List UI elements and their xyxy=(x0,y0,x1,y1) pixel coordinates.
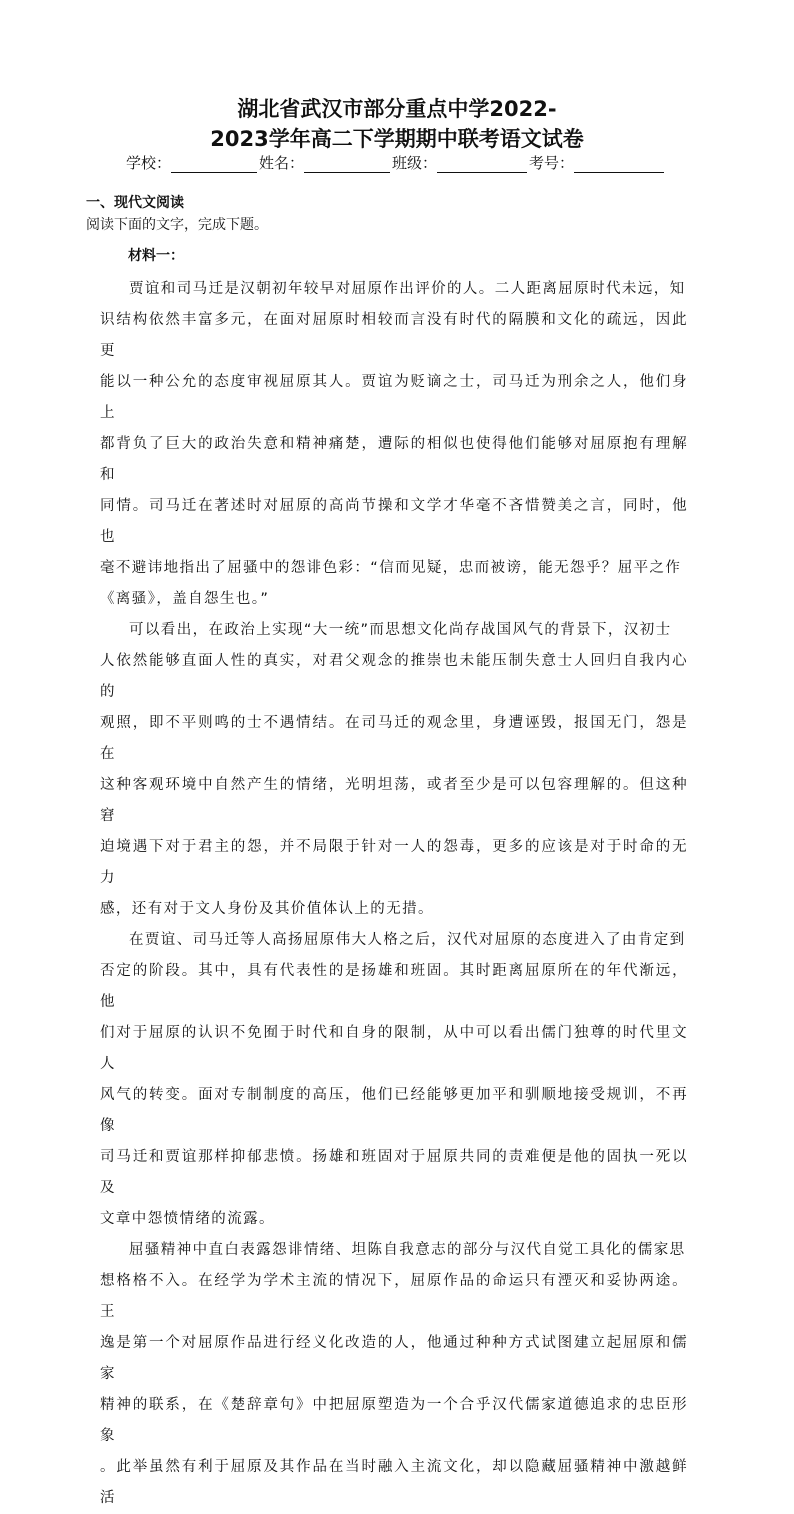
paragraph-line: 们对于屈原的认识不免囿于时代和自身的限制，从中可以看出儒门独尊的时代里文人 xyxy=(100,1025,688,1072)
name-blank xyxy=(304,155,390,173)
paragraph-line: 屈骚精神中直白表露怨诽情绪、坦陈自我意志的部分与汉代自觉工具化的儒家思 xyxy=(129,1242,686,1258)
school-field xyxy=(126,153,259,173)
paragraph-line: 精神的联系，在《楚辞章句》中把屈原塑造为一个合乎汉代儒家道德追求的忠臣形象 xyxy=(100,1397,688,1444)
article-paragraph xyxy=(100,925,688,1235)
paragraph-line: 可以看出，在政治上实现“大一统”而思想文化尚存战国风气的背景下，汉初士 xyxy=(129,622,672,638)
exam-number-blank xyxy=(574,155,664,173)
paragraph-line: 毫不避讳地指出了屈骚中的怨诽色彩：“信而见疑，忠而被谤，能无怨乎？屈平之作 xyxy=(100,560,682,576)
article-paragraph xyxy=(100,1235,688,1514)
article-body xyxy=(100,274,688,1514)
paragraph-line: 逸是第一个对屈原作品进行经义化改造的人，他通过种种方式试图建立起屈原和儒家 xyxy=(100,1335,688,1382)
student-info-line xyxy=(126,153,686,173)
name-field xyxy=(259,153,392,173)
article-paragraph xyxy=(100,615,688,925)
class-field xyxy=(392,153,529,173)
paragraph-line: 想格格不入。在经学为学术主流的情况下，屈原作品的命运只有湮灭和妥协两途。王 xyxy=(100,1273,688,1320)
paragraph-line: 风气的转变。面对专制制度的高压，他们已经能够更加平和驯顺地接受规训，不再像 xyxy=(100,1087,688,1134)
paragraph-line: 。此举虽然有利于屈原及其作品在当时融入主流文化，却以隐藏屈骚精神中激越鲜活 xyxy=(100,1459,688,1506)
paragraph-line: 观照，即不平则鸣的士不遇情结。在司马迁的观念里，身遭诬毁，报国无门，怨是在 xyxy=(100,715,688,762)
paragraph-line: 识结构依然丰富多元，在面对屈原时相较而言没有时代的隔膜和文化的疏远，因此更 xyxy=(100,312,688,359)
material-label: 材料一： xyxy=(128,248,184,264)
article-paragraph xyxy=(100,274,688,615)
exam-title-line-1: 湖北省武汉市部分重点中学2022- xyxy=(237,97,557,121)
school-label: 学校： xyxy=(126,154,172,172)
paragraph-line: 贾谊和司马迁是汉朝初年较早对屈原作出评价的人。二人距离屈原时代未远，知 xyxy=(129,281,686,297)
paragraph-line: 同情。司马迁在著述时对屈原的高尚节操和文学才华毫不吝惜赞美之言，同时，他也 xyxy=(100,498,688,545)
name-label: 姓名： xyxy=(259,154,305,172)
class-blank xyxy=(437,155,527,173)
paragraph-line: 这种客观环境中自然产生的情绪，光明坦荡，或者至少是可以包容理解的。但这种窘 xyxy=(100,777,688,824)
paragraph-line: 文章中怨愤情绪的流露。 xyxy=(100,1211,275,1227)
paragraph-line: 《离骚》，盖自怨生也。” xyxy=(100,591,270,607)
paragraph-line: 否定的阶段。其中，具有代表性的是扬雄和班固。其时距离屈原所在的年代渐远，他 xyxy=(100,963,688,1010)
paragraph-line: 迫境遇下对于君主的怨，并不局限于针对一人的怨毒，更多的应该是对于时命的无力 xyxy=(100,839,688,886)
class-label: 班级： xyxy=(392,154,438,172)
exam-number-label: 考号： xyxy=(529,154,575,172)
exam-title-line-2: 2023学年高二下学期期中联考语文试卷 xyxy=(210,127,584,151)
paragraph-line: 感，还有对于文人身份及其价值体认上的无措。 xyxy=(100,901,434,917)
school-blank xyxy=(171,155,257,173)
paragraph-line: 人依然能够直面人性的真实，对君父观念的推崇也未能压制失意士人回归自我内心的 xyxy=(100,653,688,700)
paragraph-line: 都背负了巨大的政治失意和精神痛楚，遭际的相似也使得他们能够对屈原抱有理解和 xyxy=(100,436,688,483)
exam-number-field xyxy=(529,153,666,173)
paragraph-line: 司马迁和贾谊那样抑郁悲愤。扬雄和班固对于屈原共同的责难便是他的固执一死以及 xyxy=(100,1149,688,1196)
paragraph-line: 在贾谊、司马迁等人高扬屈原伟大人格之后，汉代对屈原的态度进入了由肯定到 xyxy=(129,932,686,948)
reading-instruction: 阅读下面的文字，完成下题。 xyxy=(86,217,268,233)
paragraph-line: 能以一种公允的态度审视屈原其人。贾谊为贬谪之士，司马迁为刑余之人，他们身上 xyxy=(100,374,688,421)
section-heading: 一、现代文阅读 xyxy=(86,195,184,211)
